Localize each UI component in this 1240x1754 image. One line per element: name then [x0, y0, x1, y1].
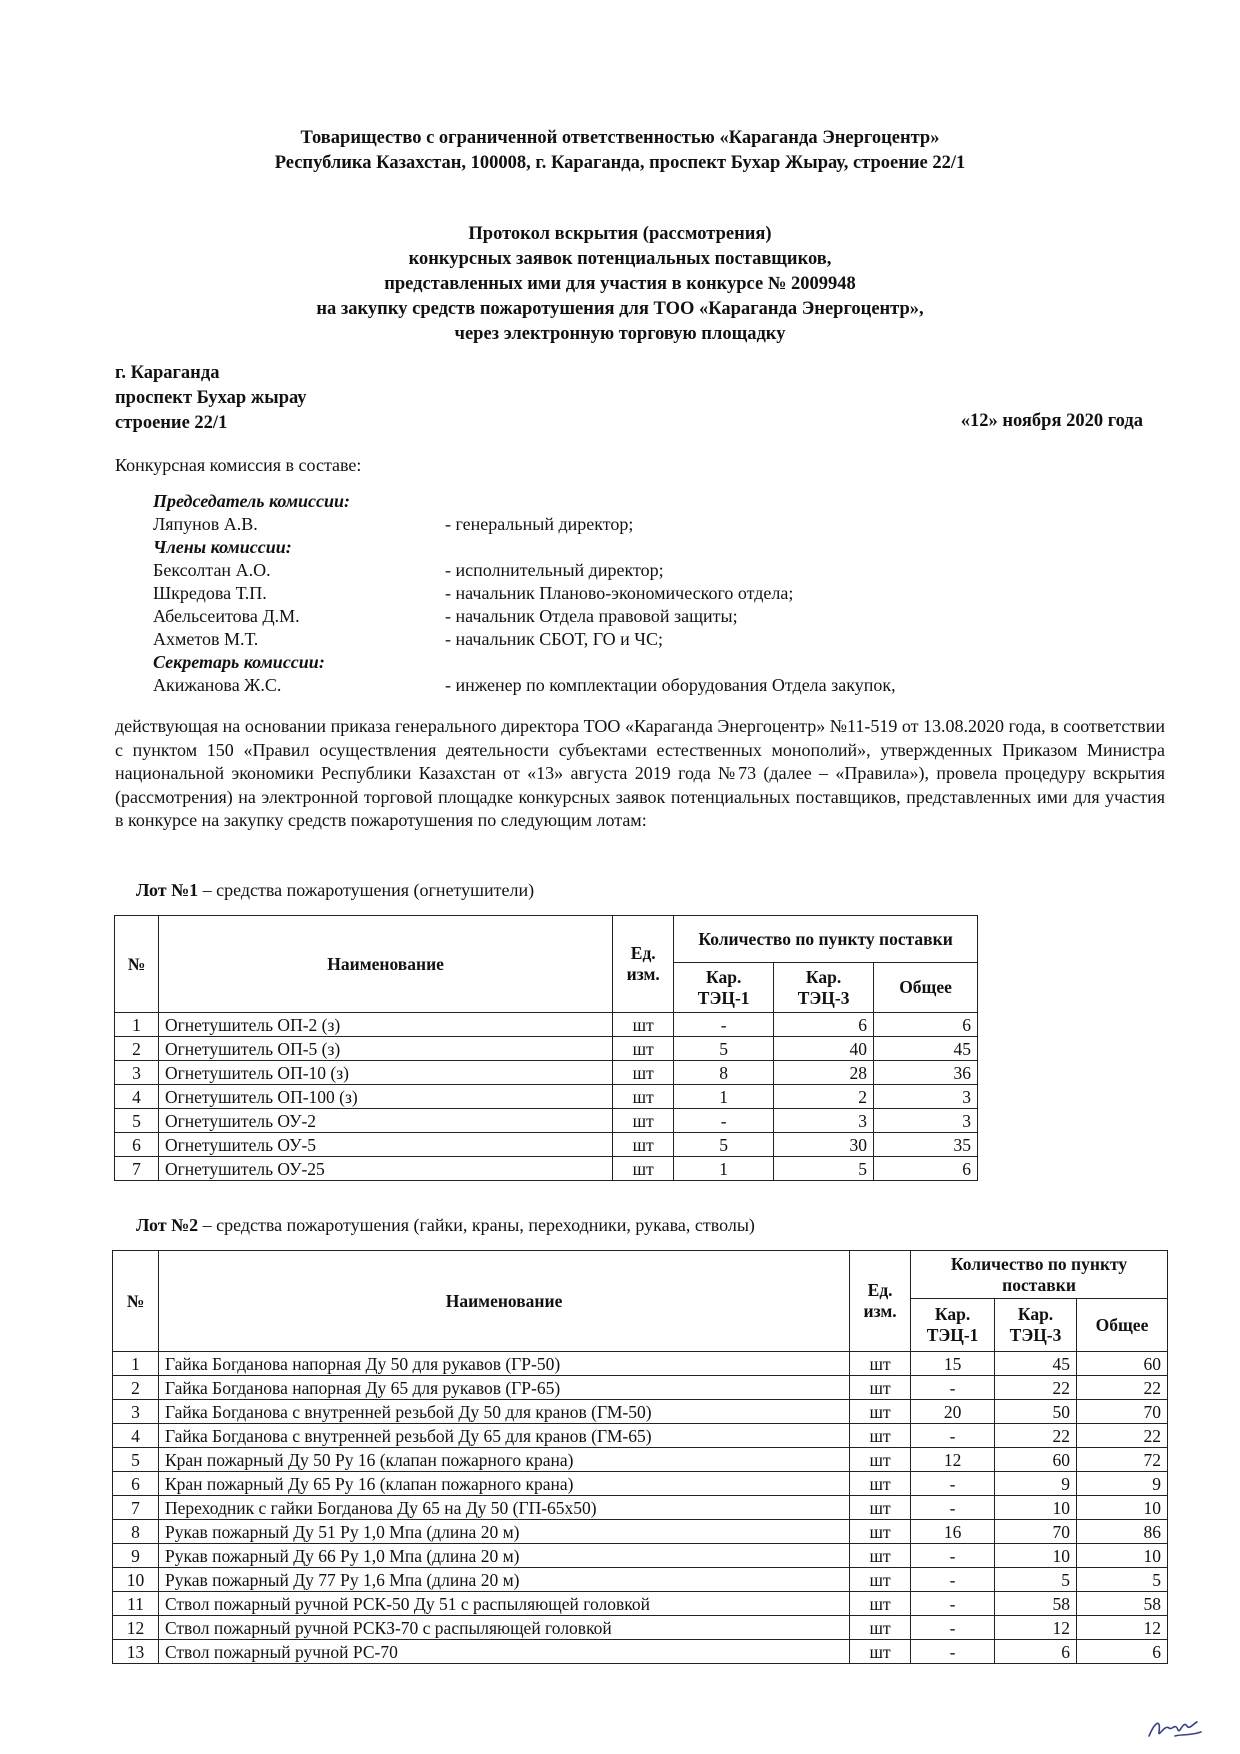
- cell-tec1: 5: [674, 1037, 774, 1061]
- col-header-unit: Ед. изм.: [613, 916, 674, 1013]
- cell-total: 6: [874, 1157, 978, 1181]
- lot2-caption-text: – средства пожаротушения (гайки, краны, переходники, рукава, стволы): [198, 1215, 755, 1235]
- cell-tec3: 5: [995, 1568, 1077, 1592]
- cell-tec1: 15: [911, 1352, 995, 1376]
- cell-total: 58: [1077, 1592, 1168, 1616]
- cell-name: Гайка Богданова с внутренней резьбой Ду 50 для кранов (ГМ-50): [158, 1400, 849, 1424]
- cell-unit: шт: [850, 1496, 911, 1520]
- commission-intro: Конкурсная комиссия в составе:: [115, 455, 362, 475]
- lot1-caption: [136, 880, 534, 901]
- body-paragraph: действующая на основании приказа генерального директора ТОО «Караганда Энергоцентр» №11-519 от 13.08.2020 года, в соответствии с пунктом 150 «Правил осуществления деятельности субъектами естественных монополий», утвержденных Приказом Министра национальной экономики Республики Казахстан от «13» августа 2019 года №73 (далее – «Правила»), провела процедуру вскрытия (рассмотрения) на электронной торговой площадке конкурсных заявок потенциальных поставщиков, представленных ими для участия в конкурсе на закупку средств пожаротушения по следующим лотам:: [115, 716, 1165, 831]
- cell-unit: шт: [850, 1448, 911, 1472]
- table-row: [113, 1592, 1168, 1616]
- cell-tec1: -: [674, 1109, 774, 1133]
- cell-num: 6: [115, 1133, 159, 1157]
- title-line-2: конкурсных заявок потенциальных поставщиков,: [408, 249, 832, 269]
- commission-member: [153, 674, 1033, 697]
- protocol-date: «12» ноября 2020 года: [960, 411, 1143, 431]
- cell-num: 1: [115, 1013, 159, 1037]
- cell-unit: шт: [850, 1352, 911, 1376]
- place-line-2: проспект Бухар жырау: [115, 388, 307, 408]
- member-role: - начальник Планово-экономического отдела;: [445, 583, 794, 603]
- cell-num: 5: [115, 1109, 159, 1133]
- cell-name: Гайка Богданова с внутренней резьбой Ду 65 для кранов (ГМ-65): [158, 1424, 849, 1448]
- cell-num: 12: [113, 1616, 159, 1640]
- col-header-num: №: [113, 1251, 159, 1352]
- cell-num: 7: [115, 1157, 159, 1181]
- cell-tec3: 22: [995, 1376, 1077, 1400]
- table-row: [113, 1352, 1168, 1376]
- lot1-table: [114, 915, 978, 1181]
- cell-name: Кран пожарный Ду 65 Ру 16 (клапан пожарного крана): [158, 1472, 849, 1496]
- cell-tec3: 6: [995, 1640, 1077, 1664]
- cell-tec1: -: [911, 1496, 995, 1520]
- cell-total: 10: [1077, 1496, 1168, 1520]
- cell-num: 2: [115, 1037, 159, 1061]
- cell-name: Рукав пожарный Ду 77 Ру 1,6 Мпа (длина 20 м): [158, 1568, 849, 1592]
- table-row: [113, 1496, 1168, 1520]
- cell-num: 2: [113, 1376, 159, 1400]
- title-line-4: на закупку средств пожаротушения для ТОО «Караганда Энергоцентр»,: [316, 299, 924, 319]
- cell-num: 1: [113, 1352, 159, 1376]
- table-row: [113, 1400, 1168, 1424]
- commission-member: [153, 605, 1033, 628]
- cell-tec1: 16: [911, 1520, 995, 1544]
- col-header-tec3: Кар. ТЭЦ-3: [774, 963, 874, 1013]
- table-row: [115, 1037, 978, 1061]
- col-header-num: №: [115, 916, 159, 1013]
- cell-tec3: 70: [995, 1520, 1077, 1544]
- member-name: Ляпунов А.В.: [153, 514, 258, 534]
- place-line-3: строение 22/1: [115, 413, 228, 433]
- cell-name: Ствол пожарный ручной РСКЗ-70 с распыляющей головкой: [158, 1616, 849, 1640]
- col-header-total: Общее: [1077, 1299, 1168, 1352]
- cell-total: 12: [1077, 1616, 1168, 1640]
- col-header-tec3: Кар. ТЭЦ-3: [995, 1299, 1077, 1352]
- cell-num: 8: [113, 1520, 159, 1544]
- title-line-3: представленных ими для участия в конкурсе № 2009948: [384, 274, 856, 294]
- cell-tec3: 12: [995, 1616, 1077, 1640]
- cell-unit: шт: [850, 1544, 911, 1568]
- table-row: [115, 1061, 978, 1085]
- col-header-tec1: Кар. ТЭЦ-1: [674, 963, 774, 1013]
- table-row: [113, 1472, 1168, 1496]
- member-role: - начальник Отдела правовой защиты;: [445, 606, 738, 626]
- cell-total: 72: [1077, 1448, 1168, 1472]
- cell-name: Огнетушитель ОУ-5: [158, 1133, 612, 1157]
- cell-unit: шт: [613, 1013, 674, 1037]
- table-row: [113, 1544, 1168, 1568]
- cell-tec1: 12: [911, 1448, 995, 1472]
- cell-tec1: -: [911, 1616, 995, 1640]
- table-row: [115, 1133, 978, 1157]
- cell-total: 10: [1077, 1544, 1168, 1568]
- header-line-1: Товарищество с ограниченной ответственностью «Караганда Энергоцентр»: [300, 128, 940, 148]
- cell-total: 3: [874, 1085, 978, 1109]
- cell-num: 13: [113, 1640, 159, 1664]
- cell-unit: шт: [850, 1568, 911, 1592]
- cell-tec3: 9: [995, 1472, 1077, 1496]
- place-block: [115, 361, 307, 436]
- members-title: Члены комиссии:: [153, 537, 292, 557]
- cell-name: Огнетушитель ОП-5 (з): [158, 1037, 612, 1061]
- cell-total: 86: [1077, 1520, 1168, 1544]
- cell-name: Рукав пожарный Ду 66 Ру 1,0 Мпа (длина 20 м): [158, 1544, 849, 1568]
- cell-tec1: 5: [674, 1133, 774, 1157]
- table-row: [113, 1376, 1168, 1400]
- table-row: [113, 1640, 1168, 1664]
- cell-tec1: 1: [674, 1085, 774, 1109]
- cell-tec3: 3: [774, 1109, 874, 1133]
- cell-tec1: 20: [911, 1400, 995, 1424]
- col-header-unit: Ед. изм.: [850, 1251, 911, 1352]
- cell-tec3: 6: [774, 1013, 874, 1037]
- cell-tec1: 1: [674, 1157, 774, 1181]
- cell-total: 70: [1077, 1400, 1168, 1424]
- cell-tec1: 8: [674, 1061, 774, 1085]
- table-row: [113, 1568, 1168, 1592]
- col-header-tec1: Кар. ТЭЦ-1: [911, 1299, 995, 1352]
- commission-member: [153, 628, 1033, 651]
- cell-num: 10: [113, 1568, 159, 1592]
- cell-total: 60: [1077, 1352, 1168, 1376]
- table-row: [115, 1157, 978, 1181]
- cell-total: 5: [1077, 1568, 1168, 1592]
- cell-tec3: 22: [995, 1424, 1077, 1448]
- cell-tec1: -: [911, 1640, 995, 1664]
- cell-tec1: -: [911, 1376, 995, 1400]
- cell-tec3: 10: [995, 1496, 1077, 1520]
- commission-member: [153, 559, 1033, 582]
- cell-unit: шт: [613, 1109, 674, 1133]
- organization-header: [0, 126, 1240, 176]
- cell-name: Огнетушитель ОП-10 (з): [158, 1061, 612, 1085]
- col-header-qty: Количество по пункту поставки: [674, 916, 978, 963]
- cell-tec3: 45: [995, 1352, 1077, 1376]
- cell-name: Рукав пожарный Ду 51 Ру 1,0 Мпа (длина 20 м): [158, 1520, 849, 1544]
- cell-tec3: 40: [774, 1037, 874, 1061]
- cell-total: 36: [874, 1061, 978, 1085]
- member-name: Абельсеитова Д.М.: [153, 606, 300, 626]
- cell-unit: шт: [613, 1061, 674, 1085]
- signature-mark: [1145, 1712, 1205, 1742]
- cell-tec3: 28: [774, 1061, 874, 1085]
- cell-total: 22: [1077, 1424, 1168, 1448]
- member-role: - генеральный директор;: [445, 514, 634, 534]
- cell-unit: шт: [613, 1085, 674, 1109]
- cell-num: 5: [113, 1448, 159, 1472]
- member-name: Акижанова Ж.С.: [153, 675, 282, 695]
- member-role: - начальник СБОТ, ГО и ЧС;: [445, 629, 664, 649]
- cell-unit: шт: [613, 1157, 674, 1181]
- cell-tec3: 10: [995, 1544, 1077, 1568]
- cell-num: 4: [115, 1085, 159, 1109]
- table-row: [113, 1616, 1168, 1640]
- member-role: - исполнительный директор;: [445, 560, 664, 580]
- table-row: [115, 1013, 978, 1037]
- cell-name: Кран пожарный Ду 50 Ру 16 (клапан пожарного крана): [158, 1448, 849, 1472]
- commission-member: [153, 582, 1033, 605]
- col-header-total: Общее: [874, 963, 978, 1013]
- member-role: - инженер по комплектации оборудования Отдела закупок,: [445, 675, 896, 695]
- cell-unit: шт: [850, 1400, 911, 1424]
- cell-unit: шт: [850, 1472, 911, 1496]
- cell-name: Ствол пожарный ручной РС-70: [158, 1640, 849, 1664]
- member-name: Ахметов М.Т.: [153, 629, 259, 649]
- protocol-title: [0, 222, 1240, 347]
- cell-num: 9: [113, 1544, 159, 1568]
- table-row: [115, 1109, 978, 1133]
- cell-unit: шт: [850, 1592, 911, 1616]
- commission-list: [153, 490, 1033, 697]
- lot1-label: Лот №1: [136, 880, 199, 900]
- cell-total: 9: [1077, 1472, 1168, 1496]
- table-row: [115, 1085, 978, 1109]
- place-line-1: г. Караганда: [115, 363, 220, 383]
- col-header-name: Наименование: [158, 1251, 849, 1352]
- cell-unit: шт: [613, 1037, 674, 1061]
- lot1-caption-text: – средства пожаротушения (огнетушители): [198, 880, 535, 900]
- cell-unit: шт: [850, 1640, 911, 1664]
- cell-tec1: -: [911, 1472, 995, 1496]
- cell-tec3: 2: [774, 1085, 874, 1109]
- lot2-caption: [136, 1215, 755, 1236]
- commission-member: [153, 513, 1033, 536]
- header-line-2: Республика Казахстан, 100008, г. Караганда, проспект Бухар Жырау, строение 22/1: [274, 153, 966, 173]
- cell-total: 6: [1077, 1640, 1168, 1664]
- cell-tec1: -: [911, 1592, 995, 1616]
- cell-tec3: 60: [995, 1448, 1077, 1472]
- cell-tec3: 50: [995, 1400, 1077, 1424]
- cell-name: Огнетушитель ОП-100 (з): [158, 1085, 612, 1109]
- lot2-label: Лот №2: [136, 1215, 199, 1235]
- cell-total: 45: [874, 1037, 978, 1061]
- cell-num: 4: [113, 1424, 159, 1448]
- cell-total: 35: [874, 1133, 978, 1157]
- table-row: [113, 1424, 1168, 1448]
- cell-tec3: 5: [774, 1157, 874, 1181]
- cell-num: 11: [113, 1592, 159, 1616]
- cell-unit: шт: [850, 1616, 911, 1640]
- cell-num: 7: [113, 1496, 159, 1520]
- cell-name: Огнетушитель ОУ-2: [158, 1109, 612, 1133]
- cell-unit: шт: [850, 1520, 911, 1544]
- cell-name: Ствол пожарный ручной РСК-50 Ду 51 с распыляющей головкой: [158, 1592, 849, 1616]
- member-name: Шкредова Т.П.: [153, 583, 267, 603]
- cell-name: Гайка Богданова напорная Ду 50 для рукавов (ГР-50): [158, 1352, 849, 1376]
- cell-num: 6: [113, 1472, 159, 1496]
- member-name: Бексолтан А.О.: [153, 560, 271, 580]
- cell-unit: шт: [850, 1424, 911, 1448]
- lot2-table: [112, 1250, 1168, 1664]
- cell-unit: шт: [850, 1376, 911, 1400]
- cell-tec1: -: [911, 1424, 995, 1448]
- cell-tec3: 58: [995, 1592, 1077, 1616]
- cell-num: 3: [113, 1400, 159, 1424]
- title-line-1: Протокол вскрытия (рассмотрения): [468, 224, 772, 244]
- secretary-title: Секретарь комиссии:: [153, 652, 325, 672]
- table-row: [113, 1448, 1168, 1472]
- title-line-5: через электронную торговую площадку: [454, 324, 786, 344]
- cell-total: 3: [874, 1109, 978, 1133]
- cell-unit: шт: [613, 1133, 674, 1157]
- table-row: [113, 1520, 1168, 1544]
- cell-name: Огнетушитель ОУ-25: [158, 1157, 612, 1181]
- cell-total: 6: [874, 1013, 978, 1037]
- cell-tec1: -: [911, 1568, 995, 1592]
- chair-title: Председатель комиссии:: [153, 491, 351, 511]
- col-header-name: Наименование: [158, 916, 612, 1013]
- cell-name: Переходник с гайки Богданова Ду 65 на Ду 50 (ГП-65х50): [158, 1496, 849, 1520]
- cell-tec1: -: [911, 1544, 995, 1568]
- cell-total: 22: [1077, 1376, 1168, 1400]
- cell-tec3: 30: [774, 1133, 874, 1157]
- cell-tec1: -: [674, 1013, 774, 1037]
- cell-name: Гайка Богданова напорная Ду 65 для рукавов (ГР-65): [158, 1376, 849, 1400]
- cell-name: Огнетушитель ОП-2 (з): [158, 1013, 612, 1037]
- col-header-qty: Количество по пункту поставки: [911, 1251, 1168, 1299]
- cell-num: 3: [115, 1061, 159, 1085]
